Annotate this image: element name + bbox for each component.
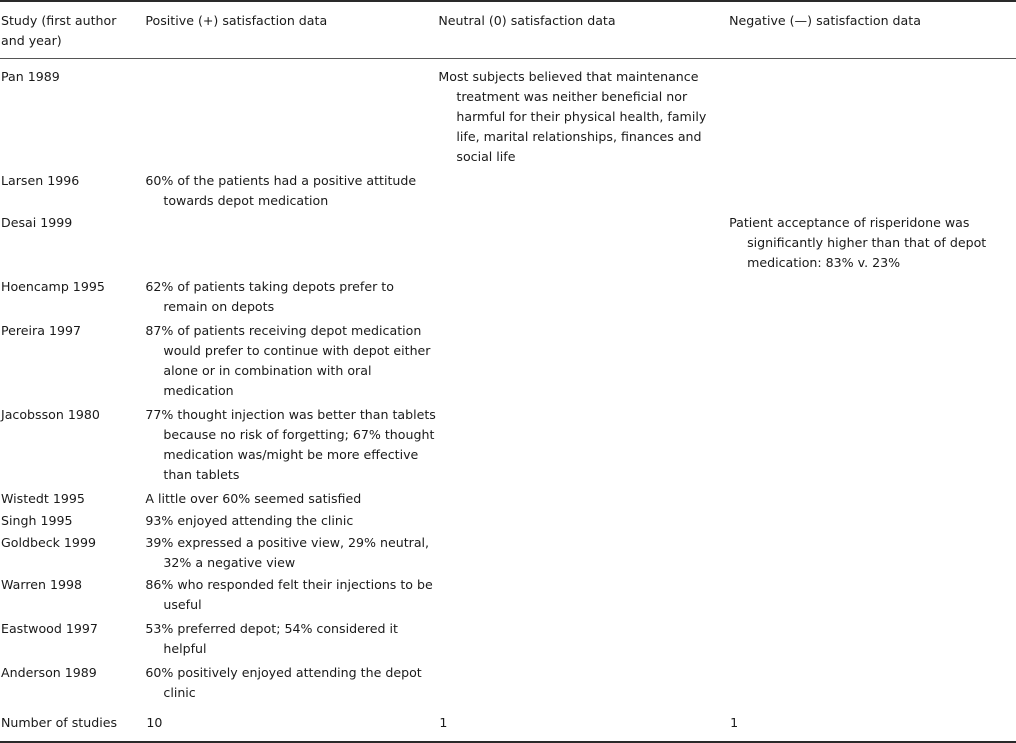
- row-negative-cell: [729, 401, 1016, 485]
- header-study: [0, 1, 145, 59]
- table-row: [0, 167, 1016, 211]
- row-neutral-cell: [438, 401, 729, 485]
- row-neutral-cell: [438, 485, 729, 509]
- row-neutral-cell: [438, 615, 729, 659]
- row-negative-cell: [729, 573, 1016, 615]
- table-row: [0, 615, 1016, 659]
- row-negative-cell: [729, 59, 1016, 168]
- row-positive-cell: [145, 273, 438, 317]
- row-study-cell: [0, 273, 145, 317]
- row-study-text: Hoencamp 1995: [1, 279, 105, 294]
- row-positive-cell: [145, 659, 438, 703]
- table-row: [0, 211, 1016, 273]
- row-study-text: Pan 1989: [1, 69, 60, 84]
- row-positive-text: 60% of the patients had a positive attitude towards depot medication: [145, 173, 417, 208]
- row-negative-text: Patient acceptance of risperidone was significantly higher than that of depot medication: 83% v. 23%: [729, 215, 987, 270]
- row-positive-text: 87% of patients receiving depot medication would prefer to continue with depot either alone or in combination with oral medication: [145, 323, 431, 398]
- table-row: [0, 485, 1016, 509]
- row-positive-cell: [145, 573, 438, 615]
- row-positive-text: 77% thought injection was better than tablets because no risk of forgetting; 67% thought medication was/might be more effective than tablets: [145, 407, 436, 482]
- footer-row: [0, 703, 1016, 742]
- row-positive-text: 53% preferred depot; 54% considered it helpful: [145, 621, 398, 656]
- header-study-label: Study (first author and year): [1, 13, 117, 48]
- table-row: [0, 573, 1016, 615]
- footer-negative-count: 1: [730, 715, 739, 730]
- table-footer: [0, 703, 1016, 742]
- row-study-cell: [0, 59, 145, 168]
- row-neutral-cell: [438, 167, 729, 211]
- table-row: [0, 273, 1016, 317]
- row-study-cell: [0, 211, 145, 273]
- row-study-text: Warren 1998: [1, 577, 83, 592]
- row-negative-cell: [729, 317, 1016, 401]
- row-negative-cell: [729, 211, 1016, 273]
- row-positive-text: 39% expressed a positive view, 29% neutral, 32% a negative view: [145, 535, 430, 570]
- row-positive-cell: [145, 59, 438, 168]
- row-study-cell: [0, 317, 145, 401]
- row-study-cell: [0, 167, 145, 211]
- header-row: [0, 1, 1016, 59]
- table-body: [0, 59, 1016, 704]
- row-study-text: Eastwood 1997: [1, 621, 98, 636]
- header-negative: Negative (—) satisfaction data: [729, 13, 921, 28]
- row-study-text: Jacobsson 1980: [1, 407, 100, 422]
- row-study-text: Singh 1995: [1, 513, 73, 528]
- row-positive-cell: [145, 485, 438, 509]
- row-study-cell: [0, 615, 145, 659]
- row-positive-cell: [145, 317, 438, 401]
- row-study-cell: [0, 509, 145, 531]
- row-positive-text: 60% positively enjoyed attending the depot clinic: [145, 665, 422, 700]
- table-row: [0, 401, 1016, 485]
- table-row: [0, 531, 1016, 573]
- row-study-text: Pereira 1997: [1, 323, 81, 338]
- row-negative-cell: [729, 615, 1016, 659]
- row-positive-text: A little over 60% seemed satisfied: [145, 491, 362, 506]
- table-row: [0, 659, 1016, 703]
- row-study-cell: [0, 573, 145, 615]
- row-positive-text: 93% enjoyed attending the clinic: [145, 513, 354, 528]
- row-negative-cell: [729, 167, 1016, 211]
- row-positive-cell: [145, 509, 438, 531]
- row-negative-cell: [729, 531, 1016, 573]
- footer-neutral-count: 1: [439, 715, 448, 730]
- row-study-text: Anderson 1989: [1, 665, 97, 680]
- row-neutral-cell: [438, 211, 729, 273]
- row-study-text: Wistedt 1995: [1, 491, 85, 506]
- table-row: [0, 509, 1016, 531]
- row-positive-text: 62% of patients taking depots prefer to remain on depots: [145, 279, 394, 314]
- row-positive-cell: [145, 211, 438, 273]
- row-neutral-cell: [438, 573, 729, 615]
- row-neutral-cell: [438, 509, 729, 531]
- row-positive-cell: [145, 167, 438, 211]
- footer-positive-count: 10: [146, 715, 163, 730]
- row-neutral-cell: [438, 531, 729, 573]
- row-study-text: Desai 1999: [1, 215, 73, 230]
- table-row: [0, 317, 1016, 401]
- row-study-text: Larsen 1996: [1, 173, 80, 188]
- header-neutral: Neutral (0) satisfaction data: [438, 13, 616, 28]
- row-negative-cell: [729, 509, 1016, 531]
- row-neutral-text: Most subjects believed that maintenance treatment was neither beneficial nor harmful for their physical health, family life, marital relationships, finances and social life: [438, 69, 707, 164]
- row-neutral-cell: [438, 659, 729, 703]
- table-header: [0, 1, 1016, 59]
- header-positive: Positive (+) satisfaction data: [145, 13, 328, 28]
- row-neutral-cell: [438, 317, 729, 401]
- row-positive-cell: [145, 531, 438, 573]
- row-positive-cell: [145, 615, 438, 659]
- row-positive-text: 86% who responded felt their injections to be useful: [145, 577, 433, 612]
- row-study-text: Goldbeck 1999: [1, 535, 96, 550]
- row-study-cell: [0, 531, 145, 573]
- row-neutral-cell: [438, 273, 729, 317]
- row-negative-cell: [729, 659, 1016, 703]
- row-study-cell: [0, 485, 145, 509]
- row-negative-cell: [729, 485, 1016, 509]
- row-study-cell: [0, 659, 145, 703]
- table-row: [0, 59, 1016, 168]
- footer-label: Number of studies: [1, 715, 118, 730]
- row-negative-cell: [729, 273, 1016, 317]
- row-study-cell: [0, 401, 145, 485]
- row-neutral-cell: [438, 59, 729, 168]
- row-positive-cell: [145, 401, 438, 485]
